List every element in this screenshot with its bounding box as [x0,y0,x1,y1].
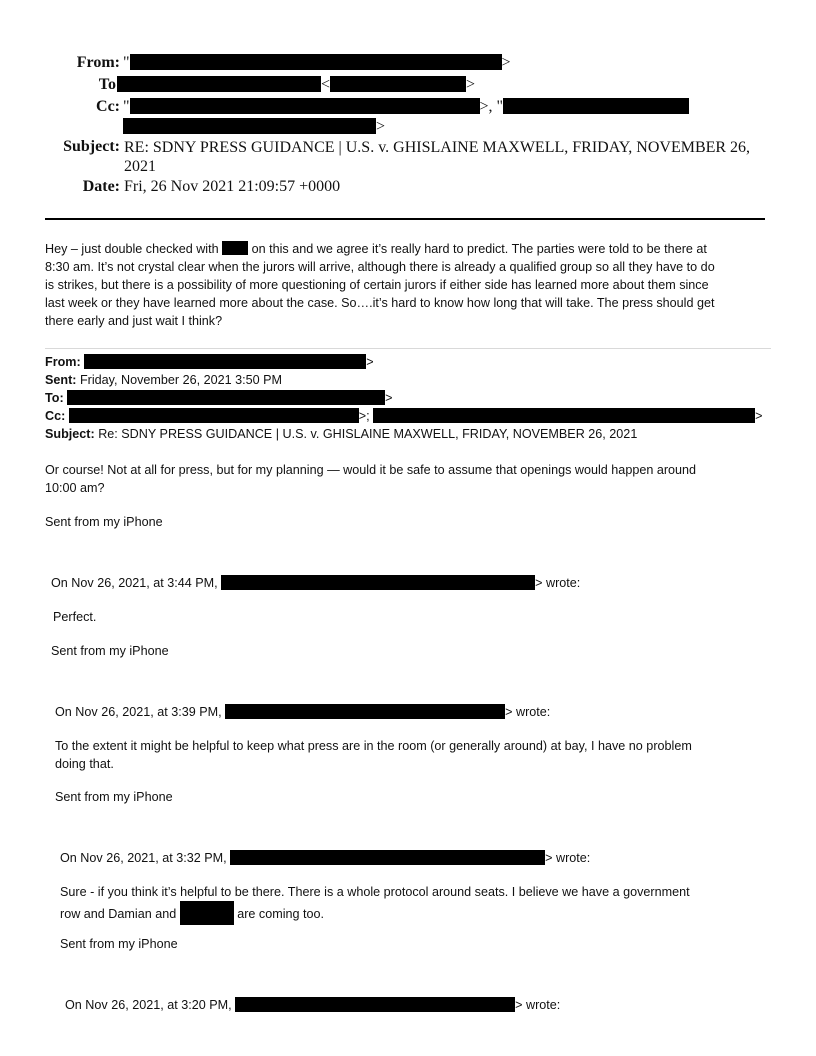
date-value: Fri, 26 Nov 2021 21:09:57 +0000 [124,178,341,195]
signature: Sent from my iPhone [51,644,169,658]
message-text: Hey – just double checked with [45,242,219,256]
redaction [117,76,321,92]
redaction [84,354,366,369]
message-text: on this and we agree it’s really hard to predict. The parties were told to be there at [251,242,707,256]
message-line: Sure - if you think it’s helpful to be there. There is a whole protocol around seats. I believe we have a government [60,885,690,899]
message-line [60,901,800,925]
message-line: doing that. [55,757,114,771]
cc-value [123,98,689,116]
attribution-suffix: > wrote: [515,998,561,1012]
quoted-subject-label: Subject: [45,427,95,441]
redaction [130,98,480,114]
message-text: row and Damian and [60,907,177,921]
message-line: Or course! Not at all for press, but for my planning — would it be safe to assume that openings would happen around [45,463,697,477]
quoted-to-suffix: > [385,391,393,405]
message-line: is strikes, but there is a possibility of more questioning of certain jurors if either side has learned more about them since [45,278,709,292]
message-line: To the extent it might be helpful to keep what press are in the room (or generally around) at bay, I have no problem [55,739,692,753]
header-divider [45,218,765,220]
quoted-from-suffix: > [366,355,374,369]
redaction [222,241,248,255]
attribution-prefix: On Nov 26, 2021, at 3:39 PM, [55,705,222,719]
message-line: there early and just wait I think? [45,314,223,328]
quoted-from-label: From: [45,355,81,369]
message-body [45,461,785,497]
signature: Sent from my iPhone [45,515,163,529]
cc-prefix: " [123,98,130,115]
attribution-suffix: > wrote: [535,576,581,590]
redaction [503,98,689,114]
to-label: To [98,76,116,93]
quoted-sent-value: Friday, November 26, 2021 3:50 PM [79,373,283,387]
message-body [45,240,785,330]
subject-value [124,138,784,176]
quoted-subject [45,425,785,443]
from-prefix: " [123,54,130,71]
quoted-header [45,353,785,443]
thread-message: Perfect. [53,610,97,624]
redaction [130,54,502,70]
attribution-suffix: > wrote: [505,705,551,719]
redaction [123,118,376,134]
quoted-from [45,353,785,371]
cc-label: Cc: [96,98,120,115]
cc-value-line2 [123,118,385,136]
thread-attribution [60,849,590,867]
attribution-prefix: On Nov 26, 2021, at 3:20 PM, [65,998,232,1012]
cc-suffix: > [376,118,386,135]
to-mid: < [321,76,331,93]
message-line: last week or they have learned more about the case. So….it’s hard to know how long that will take. The press should get [45,296,715,310]
redaction [373,408,755,423]
quoted-cc [45,407,785,425]
quoted-sent-label: Sent: [45,373,77,387]
cc-mid: >, " [479,98,504,115]
subject-line1: RE: SDNY PRESS GUIDANCE | U.S. v. GHISLAINE MAXWELL, FRIDAY, NOVEMBER 26, [124,139,751,156]
quoted-to-label: To: [45,391,64,405]
redaction [225,704,505,719]
date-label: Date: [82,178,120,195]
redaction [330,76,466,92]
from-suffix: > [501,54,511,71]
quote-divider [45,348,771,349]
redaction [235,997,515,1012]
signature: Sent from my iPhone [55,790,173,804]
to-value [117,76,475,94]
message-line: 10:00 am? [45,481,105,495]
quoted-cc-mid: >; [358,409,370,423]
quoted-cc-label: Cc: [45,409,66,423]
attribution-suffix: > wrote: [545,851,591,865]
signature: Sent from my iPhone [60,937,178,951]
thread-message [60,883,800,925]
from-value [123,54,511,72]
thread-attribution [65,996,560,1014]
redaction [180,901,234,925]
subject-line2: 2021 [124,158,156,175]
thread-attribution [51,574,580,592]
message-line [45,240,785,258]
from-label: From: [76,54,120,71]
message-text: are coming too. [237,907,325,921]
redaction [221,575,535,590]
subject-label: Subject: [63,138,120,155]
redaction [230,850,545,865]
quoted-subject-value: Re: SDNY PRESS GUIDANCE | U.S. v. GHISLAINE MAXWELL, FRIDAY, NOVEMBER 26, 2021 [98,427,638,441]
message-line: 8:30 am. It’s not crystal clear when the jurors will arrive, although there is already a qualified group so all they have to do [45,260,715,274]
to-suffix: > [466,76,476,93]
attribution-prefix: On Nov 26, 2021, at 3:32 PM, [60,851,227,865]
attribution-prefix: On Nov 26, 2021, at 3:44 PM, [51,576,218,590]
quoted-to [45,389,785,407]
redaction [67,390,385,405]
redaction [69,408,359,423]
quoted-cc-suffix: > [755,409,763,423]
thread-attribution [55,703,550,721]
thread-message [55,737,795,773]
quoted-sent [45,371,785,389]
